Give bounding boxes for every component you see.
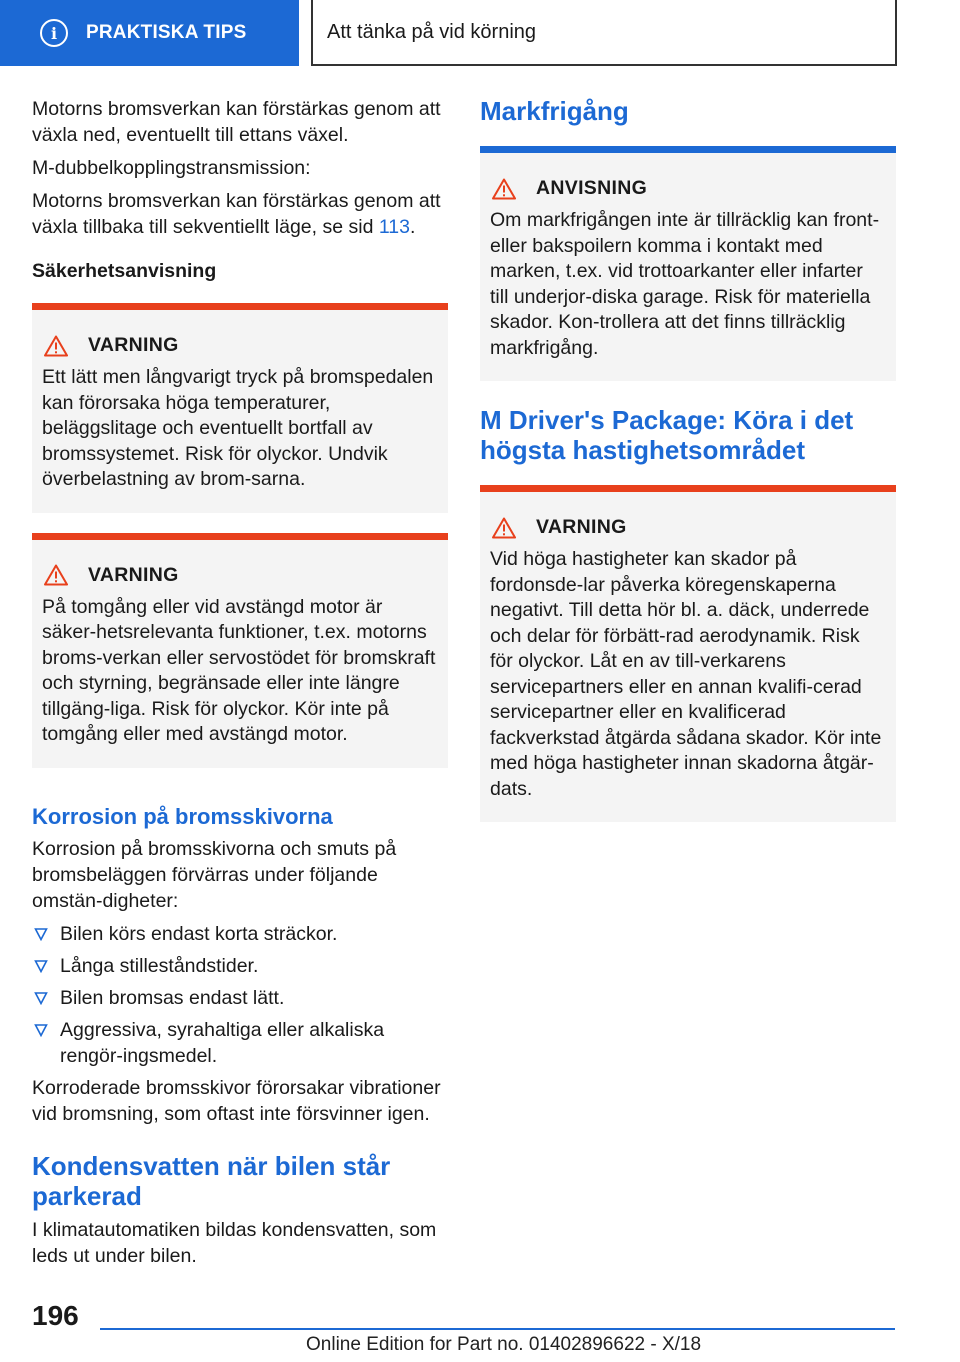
safety-heading: Säkerhetsanvisning	[32, 260, 217, 282]
warning-title-row	[42, 334, 438, 357]
section-label: PRAKTISKA TIPS	[86, 22, 247, 43]
warning-title: VARNING	[88, 563, 179, 586]
page-reference-link[interactable]: 113	[378, 216, 410, 238]
warning-text: På tomgång eller vid avstängd motor är säker-hetsrelevanta funktioner, t.ex. motorns broms-verkan eller servostödet för bromskraft och styrning, begränsade eller inte längre tillgäng-liga. Risk för olyckor. Kör inte på tomgång eller med avstängd motor.	[42, 595, 436, 745]
bullet-triangle-icon	[34, 959, 48, 973]
right-column	[480, 96, 896, 822]
warning-text: Vid höga hastigheter kan skador på fordonsde-lar påverka köregenskaperna negativt. Till detta hör bl. a. däck, underrede och delar för förbätt-rad aerodynamik. Risk för olyckor. Låt en av till-verkarens servicepartners eller en annan kvalifi-cerad servicepartner eller en kvalificerad fackverkstad åtgärda sådana skador. Kör inte med höga hastigheter innan skadorna åtgär-dats.	[490, 548, 882, 800]
list-item	[32, 953, 448, 979]
warning-box-brake-overload	[32, 303, 448, 513]
bullet-triangle-icon	[34, 1023, 48, 1037]
m-drivers-package-heading: M Driver's Package: Köra i det högsta hastighetsområdet	[480, 405, 854, 465]
warning-box-high-speed	[480, 485, 896, 822]
warning-triangle-icon	[492, 178, 516, 200]
list-item-text: Aggressiva, syrahaltiga eller alkaliska rengör-ingsmedel.	[60, 1018, 385, 1067]
list-item	[32, 1017, 448, 1069]
list-item-text: Bilen körs endast korta sträckor.	[60, 922, 338, 945]
warning-triangle-icon	[44, 564, 68, 586]
footer-divider	[100, 1328, 895, 1330]
warning-title: VARNING	[88, 334, 179, 356]
corrosion-heading: Korrosion på bromsskivorna	[32, 803, 333, 829]
bullet-triangle-icon	[34, 991, 48, 1005]
corrosion-list	[32, 921, 448, 1069]
list-item	[32, 921, 448, 947]
warning-triangle-icon	[44, 335, 68, 357]
warning-triangle-icon	[492, 517, 516, 539]
ground-clearance-heading: Markfrigång	[480, 96, 629, 126]
chapter-title: Att tänka på vid körning	[327, 20, 537, 43]
bullet-triangle-icon	[34, 927, 48, 941]
paragraph-transmission-label: M-dubbelkopplingstransmission:	[32, 157, 311, 179]
section-tab-practical-tips[interactable]	[0, 0, 299, 66]
edition-text: Online Edition for Part no. 01402896622 - X/18	[306, 1334, 702, 1355]
page-number: 196	[32, 1300, 79, 1331]
paragraph-engine-braking: Motorns bromsverkan kan förstärkas genom att växla ned, eventuellt till ettans växel.	[32, 98, 441, 146]
warning-title-row	[42, 564, 438, 587]
notice-box-ground-clearance	[480, 146, 896, 381]
list-item-text: Bilen bromsas endast lätt.	[60, 986, 285, 1009]
corrosion-outro: Korroderade bromsskivor förorsakar vibrationer vid bromsning, som oftast inte försvinner igen.	[32, 1076, 441, 1125]
warning-box-idle-engine	[32, 533, 448, 768]
page-footer	[0, 1290, 960, 1362]
paragraph-sequential-mode	[32, 188, 448, 240]
chapter-tab[interactable]	[311, 0, 897, 66]
page-header	[0, 0, 960, 66]
warning-text: Ett lätt men långvarigt tryck på bromspedalen kan förorsaka höga temperaturer, beläggslitage och eventuellt bortfall av bromssystemet. Risk för olyckor. Undvik överbelastning av brom-sarna.	[42, 366, 434, 490]
notice-title: ANVISNING	[536, 177, 648, 199]
condensation-text: I klimatautomatiken bildas kondensvatten, som leds ut under bilen.	[32, 1218, 437, 1267]
list-item	[32, 985, 448, 1011]
list-item-text: Långa stilleståndstider.	[60, 954, 259, 977]
notice-title-row	[490, 177, 886, 200]
paragraph-text: Motorns bromsverkan kan förstärkas genom att växla tillbaka till sekventiellt läge, se sid	[32, 190, 441, 238]
paragraph-end: .	[409, 216, 416, 238]
left-column	[32, 96, 448, 1276]
condensation-heading: Kondensvatten när bilen står parkerad	[32, 1150, 391, 1211]
warning-title-row	[490, 516, 886, 539]
info-icon: i	[40, 19, 68, 47]
warning-title: VARNING	[536, 516, 627, 538]
notice-text: Om markfrigången inte är tillräcklig kan front- eller bakspoilern komma i kontakt med marken, t.ex. vid trottoarkanter eller infarter till underjor-diska garage. Risk för materiella skador. Kon-trollera att det finns tillräcklig markfrigång.	[490, 209, 880, 359]
corrosion-intro: Korrosion på bromsskivorna och smuts på bromsbeläggen förvärras under följande omstän-digheter:	[32, 837, 397, 912]
